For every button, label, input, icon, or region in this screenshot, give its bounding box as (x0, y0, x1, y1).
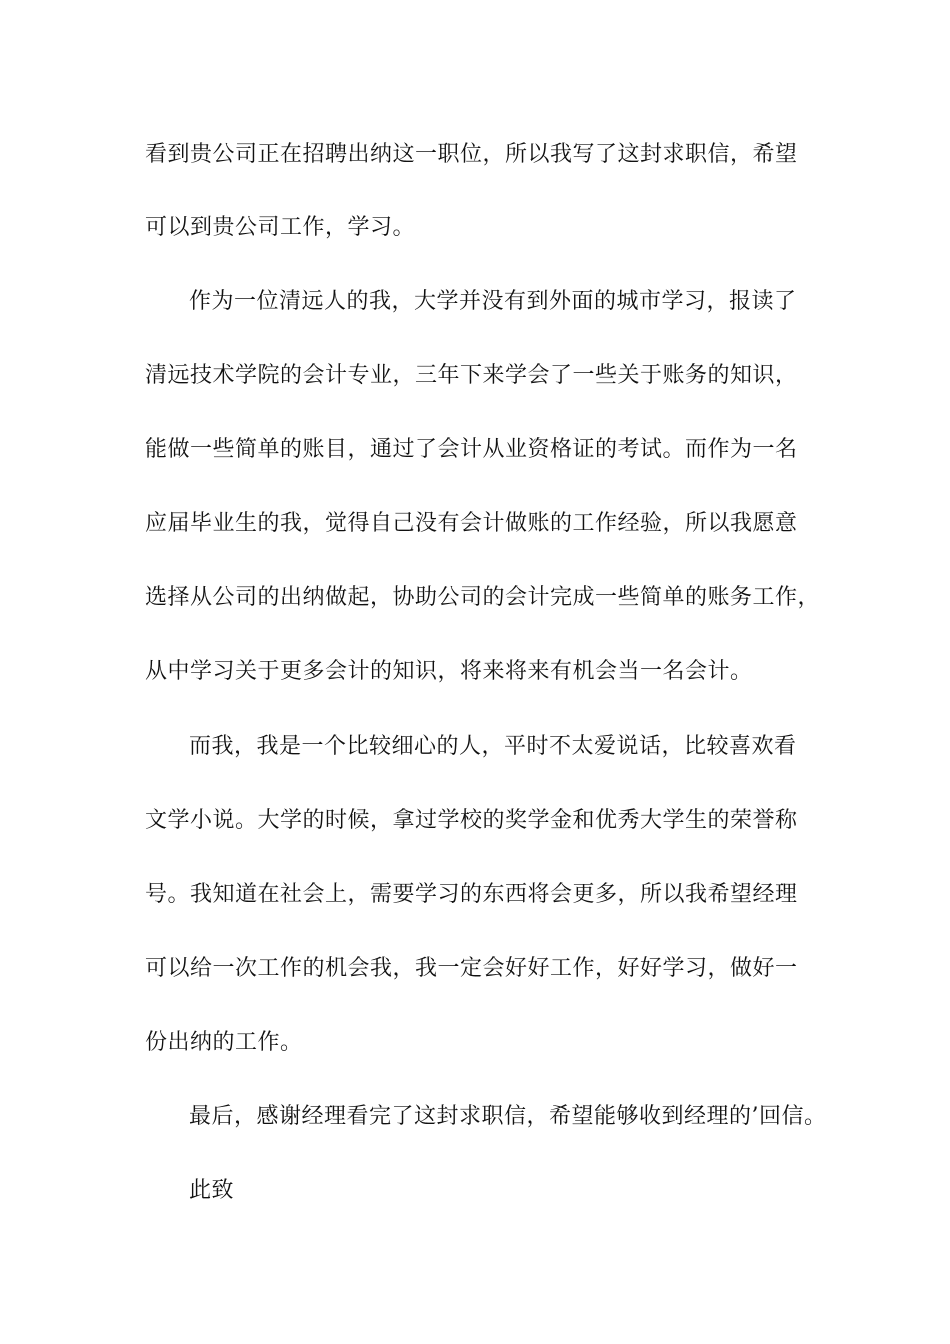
text-line-6: 应届毕业生的我，觉得自己没有会计做账的工作经验，所以我愿意 (145, 511, 798, 536)
text-line-13: 份出纳的工作。 (145, 1030, 303, 1055)
text-line-9: 而我，我是一个比较细心的人，平时不太爱说话，比较喜欢看 (189, 734, 797, 759)
text-line-2: 可以到贵公司工作，学习。 (145, 215, 416, 240)
text-line-12: 可以给一次工作的机会我，我一定会好好工作，好好学习，做好一 (145, 956, 798, 981)
text-line-8: 从中学习关于更多会计的知识，将来将来有机会当一名会计。 (145, 659, 753, 684)
text-line-10: 文学小说。大学的时候，拿过学校的奖学金和优秀大学生的荣誉称 (145, 808, 798, 833)
text-line-3: 作为一位清远人的我，大学并没有到外面的城市学习，报读了 (189, 289, 797, 314)
text-line-11: 号。我知道在社会上，需要学习的东西将会更多，所以我希望经理 (145, 882, 798, 907)
text-line-5: 能做一些简单的账目，通过了会计从业资格证的考试。而作为一名 (145, 437, 798, 462)
text-line-14: 最后，感谢经理看完了这封求职信，希望能够收到经理的’回信。 (189, 1104, 827, 1129)
text-line-1: 看到贵公司正在招聘出纳这一职位，所以我写了这封求职信，希望 (145, 142, 798, 167)
text-line-7: 选择从公司的出纳做起，协助公司的会计完成一些简单的账务工作， (145, 585, 821, 610)
text-line-4: 清远技术学院的会计专业，三年下来学会了一些关于账务的知识， (145, 363, 798, 388)
text-line-15: 此致 (189, 1178, 235, 1203)
